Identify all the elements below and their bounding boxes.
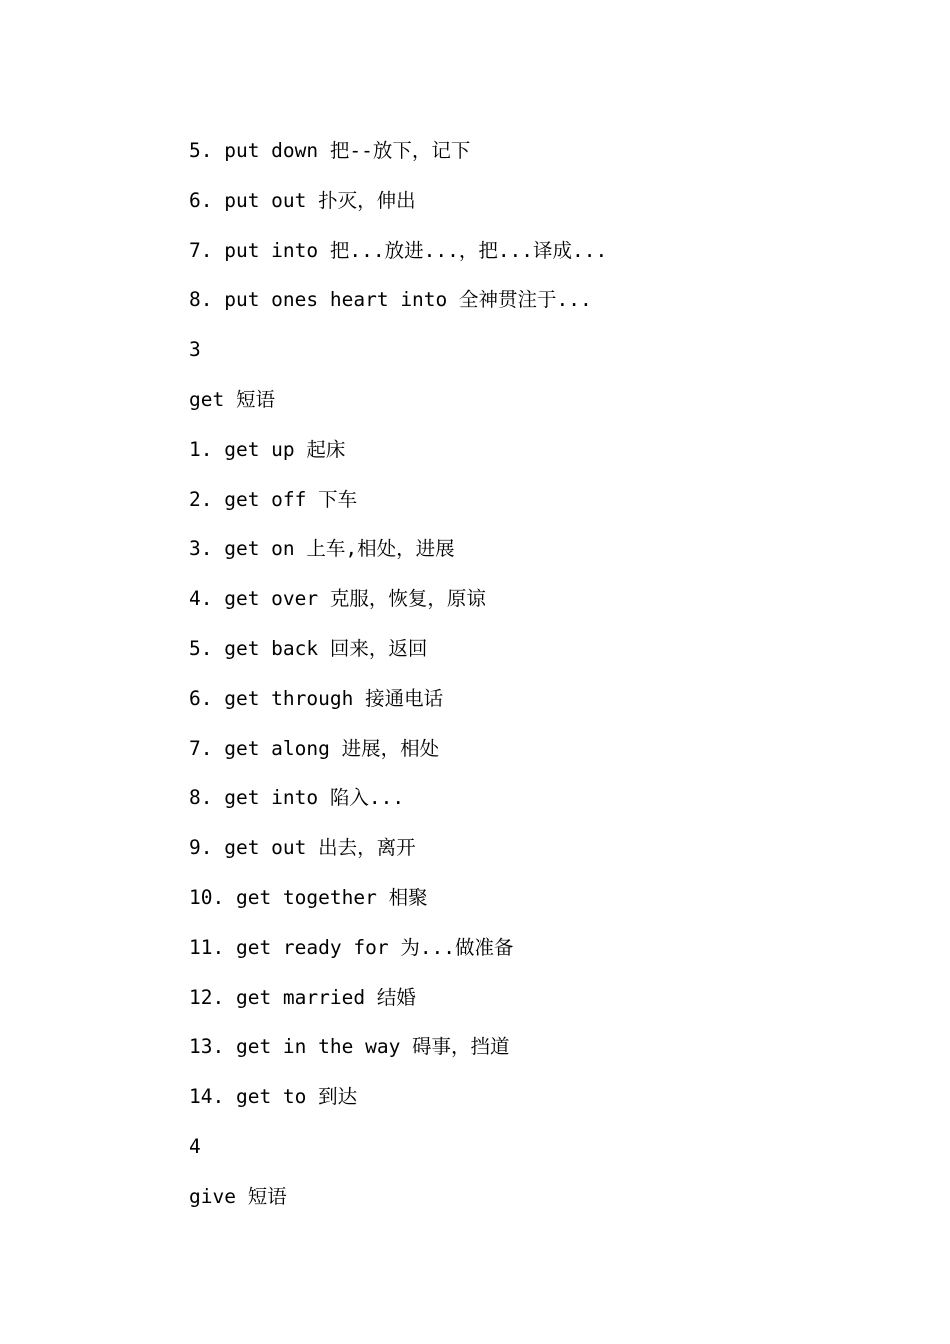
section-number: 4 (189, 1134, 201, 1158)
section-heading: get 短语 (189, 387, 275, 411)
list-item: 13. get in the way 碍事，挡道 (189, 1035, 510, 1059)
list-item: 7. put into 把...放进...，把...译成... (189, 238, 608, 262)
list-item: 14. get to 到达 (189, 1085, 358, 1109)
list-item: 8. get into 陷入... (189, 786, 405, 810)
list-item: 7. get along 进展，相处 (189, 736, 440, 760)
list-item: 2. get off 下车 (189, 487, 358, 511)
list-item: 4. get over 克服，恢复，原谅 (189, 587, 486, 611)
list-item: 6. get through 接通电话 (189, 686, 444, 710)
list-item: 5. put down 把--放下，记下 (189, 139, 471, 162)
list-item: 10. get together 相聚 (189, 885, 428, 909)
phrase-list (189, 134, 889, 1230)
section-number: 3 (189, 338, 201, 362)
section-heading: give 短语 (189, 1184, 287, 1208)
list-item: 9. get out 出去，离开 (189, 836, 416, 860)
list-item: 1. get up 起床 (189, 437, 346, 461)
list-item: 8. put ones heart into 全神贯注于... (189, 288, 592, 312)
list-item: 12. get married 结婚 (189, 985, 416, 1009)
list-item: 5. get back 回来，返回 (189, 636, 428, 660)
list-item: 3. get on 上车,相处，进展 (189, 537, 455, 561)
list-item: 6. put out 扑灭，伸出 (189, 188, 416, 212)
list-item: 11. get ready for 为...做准备 (189, 935, 514, 959)
